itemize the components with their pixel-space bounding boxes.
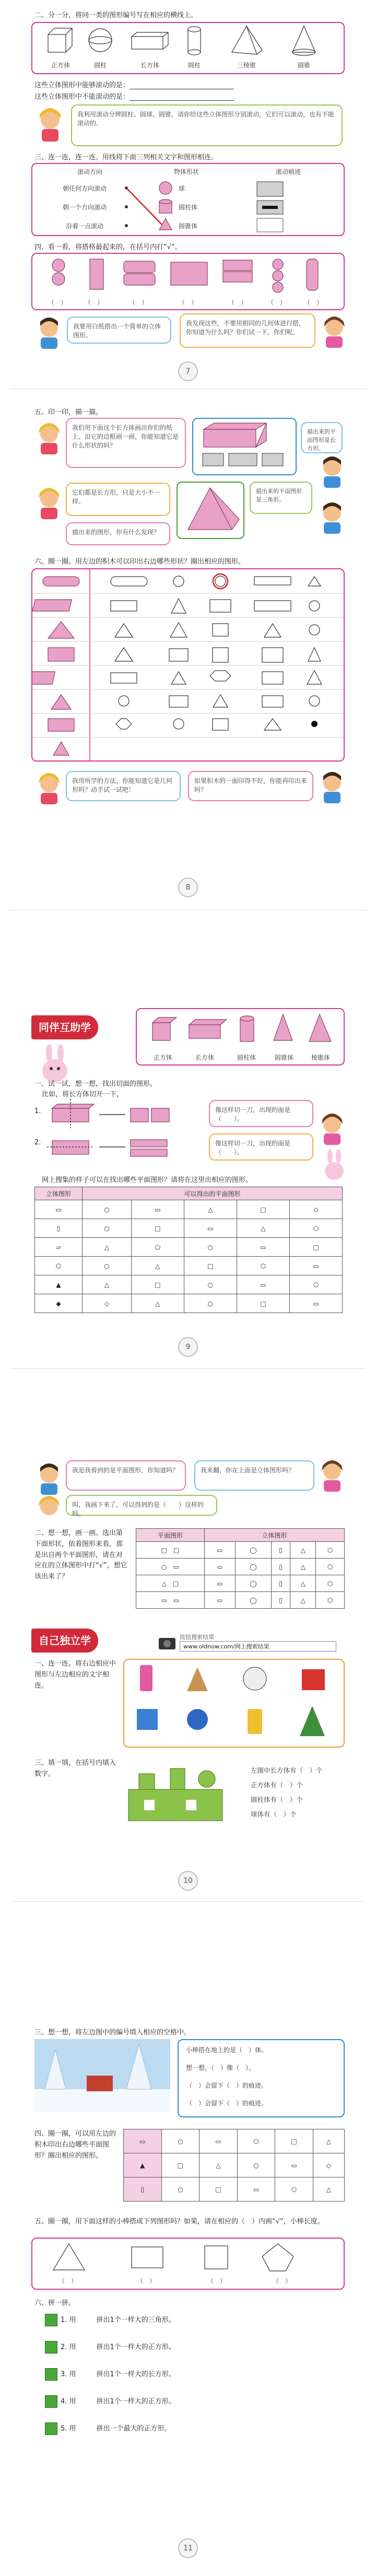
billiard-ball-icon [187, 1709, 208, 1730]
p10-q2-title: 二、想一想，画一画。选出第下面形状，依着图形来看，那是出自两个平面图形，请在对应在的立体图形中打“√”，想它该出来了？ [34, 1529, 127, 1581]
p10-q4-title: 三、填一填，在括号内填入数字。 [34, 1759, 116, 1778]
shape-label: 三棱锥 [237, 62, 256, 69]
q5-title: 五、印一印，描一描。 [34, 408, 103, 416]
table-head: 可以得出的平面图形 [83, 1187, 343, 1200]
q2-nonrollable-line [34, 91, 234, 101]
cylinder-icon [188, 27, 201, 55]
boy-avatar [318, 455, 347, 489]
cone-icon [292, 26, 315, 55]
block-castle-illustration [123, 1758, 238, 1831]
q4-stacks-svg [32, 254, 344, 296]
cube-icon [48, 28, 72, 52]
q2-hint-bubble: 我利用滚动分辨圆柱、圆球、圆锥，请你给这些立体图形分别滚动，它们可以滚动，也有不能滚动的。 [71, 104, 343, 146]
q5-prism-box [177, 482, 244, 539]
search-bar[interactable] [157, 1633, 345, 1654]
q6-bubble-right: 如果积木的一面印得不好，你能再印出来吗？ [188, 771, 313, 801]
stick-shapes-svg [32, 2239, 344, 2275]
q4-bubble-left: 我要用白纸搭出一个简单的立体图形。 [67, 317, 171, 344]
p11-q5-title: 五、圈一圈，用下面这样的小棒搭成下列图形吗？如果，请在相应的（ ）内画“√”，小棒长度。 [34, 2218, 324, 2226]
p11-q3-box [178, 2039, 345, 2117]
q1-bubble1: 像这样切一刀，出现的面是（ ）。 [209, 1100, 313, 1127]
q4-title: 四、看一看，将搭格最起来的，在括号内打“√”。 [34, 243, 182, 251]
q5-bubble1: 我们用下面这个长方体画出你们的纸上，沿它的边框画一画，你能知道它是什么形状的吗？ [66, 418, 186, 468]
cosmetic-bottle-icon [140, 1665, 152, 1691]
page-number: 7 [0, 361, 376, 381]
p10-q4-line: 正方体有（ ）个 [251, 1781, 303, 1789]
p11-q5-box [31, 2238, 345, 2290]
q1-sub: 比如，将长方体切开一下， [42, 1091, 124, 1098]
p11-q3-title: 三、想一想，将左边图中的编号填入相应的空格中。 [34, 2029, 191, 2036]
search-label: 按钮搜索结果 [180, 1634, 214, 1641]
search-url[interactable]: www.oldnow.com/网上搜索结果 [180, 1641, 336, 1652]
table-head: 立体图形 [35, 1187, 83, 1200]
shape-label: 圆柱体 [237, 1054, 256, 1061]
girl-avatar [34, 1495, 64, 1524]
peer-shapes-box [136, 1008, 345, 1065]
shape-label: 长方体 [195, 1054, 214, 1061]
p11-q3-line: （ ）会留下（ ）的痕迹。 [186, 2082, 268, 2089]
shape-label: 正方体 [153, 1054, 172, 1061]
shape-label: 圆柱 [187, 62, 201, 69]
q2-shapes-box [31, 22, 345, 74]
self-study-banner: 自己独立学 [31, 1629, 98, 1653]
shape-label: 圆锥 [297, 62, 310, 69]
camera-icon [157, 1633, 178, 1654]
pyramid-icon [232, 26, 262, 54]
peer-study-banner: 同伴互助学 [31, 1015, 98, 1039]
q1-bubble2: 像这样切一刀，出现的面是（ ）。 [209, 1133, 313, 1161]
q1-cut-diagrams [47, 1099, 204, 1162]
p11-q4-title: 四、圈一圈，可以用左边的积木印出右边哪些平面图形？圈出相应的图形。 [34, 2130, 116, 2160]
q2-title: 二、分一分，将同一类的图形编号写在相应的横线上。 [34, 11, 198, 19]
q3-title: 三、连一连，连一连。用线将下面三列相关文字和图形相连。 [34, 154, 218, 161]
shape-label: 正方体 [51, 62, 70, 69]
sphere-icon [159, 182, 172, 194]
girl-avatar [34, 772, 64, 805]
p10-q3-box [123, 1659, 345, 1748]
girl-avatar [320, 315, 349, 349]
q1-item-2: 2. [34, 1139, 41, 1146]
tent-icon [187, 1667, 208, 1691]
drink-can-icon [248, 1709, 262, 1734]
q4-stack-box [31, 253, 345, 310]
q4-answer-paren[interactable]: （ ） [267, 299, 287, 306]
q3-header: 滚动方向 [77, 168, 102, 175]
p10-bubble-left: 我是我看到的是平面图形，你知道吗？ [66, 1460, 186, 1491]
q4-answer-paren[interactable]: （ ） [304, 299, 323, 306]
q2-title: 网上搜集的样子可以在找出哪些平面图形？请将在这里出相应的图形。 [42, 1176, 253, 1184]
p11-q3-line: 小棒搭在地上的是（ ）体。 [186, 2046, 268, 2054]
p11-q6-line: 1. 用 拼出1个一样大的三角形。 [42, 2314, 175, 2326]
solid-to-plane-table: 立体图形 可以得出的平面图形 ▭ ○ ▭ △ □ ◇ ▯ ○ □ ▭ △ ⬡ ▱ △ ⬠ ○ ▭ □ ⬡ ○ △ □ ⬡ ▭ ▲ △ □ ○ ▭ ⬠ ◆ ◇ △ ○ □ ▭ [34, 1187, 343, 1313]
page-number: 10 [0, 1871, 376, 1891]
p11-q6-line: 4. 用 拼出1个一样大的正方形。 [42, 2395, 175, 2408]
q5-bubble4: 描出来的图形，你有什么发现？ [66, 522, 170, 545]
gift-box-icon [302, 1669, 325, 1690]
p10-q4-line: 左图中长方体有（ ）个 [251, 1766, 323, 1774]
q6-grid-svg [32, 569, 344, 760]
p11-q5-paren[interactable]: （ ） [273, 2277, 292, 2285]
q5-bubble5: 描出来的平面图形是三角形。 [250, 482, 312, 514]
q6-title: 六、圈一圈。用左边的积木可以印出右边哪些形状？圈出相应的图形。 [34, 558, 245, 566]
p10-bubble-right: 我来翻，你在上面是立体图形吗？ [194, 1460, 314, 1491]
p11-q6-line: 2. 用 拼出1个一样大的正方形。 [42, 2341, 175, 2353]
q3-mid-item: 球 [179, 185, 185, 192]
q5-cuboid-box [192, 418, 297, 475]
p11-q5-paren[interactable]: （ ） [58, 2277, 78, 2285]
p11-print-table: ▭ ○ ▭ ⬡ □ △ ▲ □ △ ○ ▭ ◇ ▯ ○ □ ▭ ⬡ △ [123, 2129, 345, 2202]
q2-line1: 这些立体图形中能够滚动的是： [34, 81, 130, 89]
page-number: 11 [0, 2538, 376, 2558]
q3-left-item: 朝一个方向滚动 [62, 204, 107, 211]
boy-avatar [318, 771, 347, 804]
q3-mid-item: 圆锥体 [179, 223, 198, 230]
q5-bubble3: 它们都是长方形，只是大小不一样。 [66, 483, 170, 516]
page-number: 8 [0, 877, 376, 897]
p11-q6-line: 3. 用 拼出1个一样大的长方形。 [42, 2368, 175, 2381]
q3-header: 滚动痕迹 [275, 168, 301, 175]
q2-rollable-line [34, 79, 234, 89]
prism-svg [178, 483, 243, 538]
cylinder-icon [159, 200, 172, 213]
table-head: 立体图形 [205, 1529, 345, 1542]
girl-avatar [34, 422, 64, 455]
rubik-cube-icon [137, 1709, 158, 1730]
q4-bubble-right: 我发现这些，不要用相同的几何体进行搭，你知道为什么吗？你们试一下，你们呢。 [180, 313, 315, 348]
p10-q3-title: 一、连一连。将右边相应中图形与左边相应的文字相连。 [34, 1660, 116, 1690]
sphere-icon [89, 29, 112, 52]
q4-answer-paren[interactable]: （ ） [179, 299, 198, 306]
boy-avatar [34, 317, 64, 350]
p11-q6-line: 5. 用 拼出一个最大的正方形。 [42, 2422, 171, 2435]
q4-answer-paren[interactable]: （ ） [85, 299, 104, 306]
q4-answer-paren[interactable]: （ ） [129, 299, 148, 306]
q1-item-1: 1. [34, 1107, 41, 1115]
q2-line2: 这些立体图形中不能滚动的是： [34, 93, 130, 101]
p10-bubble-mid: 叫，我画下来了，可以得到的是（ ）这样的吗。 [66, 1495, 217, 1516]
page-number: 9 [0, 1337, 376, 1357]
p10-q4-line: 球体有（ ）个 [251, 1810, 297, 1818]
christmas-tree-icon [300, 1706, 325, 1736]
plane-solid-table: 平面图形 立体图形 □ □ ▭ ◯ ▯ △ ⬡ ○ ▭ ▭ ◯ ▯ △ ⬡ △ □ ▭ ◯ ▯ △ ⬡ ▭ ▭ ▭ ◯ ▯ △ ⬡ [136, 1528, 345, 1609]
p10-q4-line: 圆柱体有（ ）个 [251, 1796, 303, 1804]
q4-answer-paren[interactable]: （ ） [228, 299, 248, 306]
q3-mid-item: 圆柱体 [179, 204, 198, 211]
peer-shapes-svg [137, 1009, 344, 1051]
snow-scene-illustration [34, 2039, 170, 2112]
q3-match-box [31, 163, 345, 236]
q3-left-item: 朝任何方向滚动 [62, 185, 107, 192]
q5-bubble2: 描出来的平面图形是长方形。 [301, 422, 343, 453]
shape-label: 长方体 [140, 62, 159, 69]
soccer-ball-icon [243, 1667, 266, 1690]
cuboid-print-svg [193, 419, 296, 474]
boy-avatar [318, 501, 347, 535]
table-head: 平面图形 [136, 1529, 205, 1542]
q6-print-box [31, 568, 345, 762]
q1-title: 一、试一试，想一想，找出切面的图形。 [34, 1080, 157, 1088]
shape-label: 圆锥体 [274, 1054, 293, 1061]
girl-avatar [318, 1113, 347, 1146]
cuboid-icon [132, 32, 168, 49]
q6-bubble-left: 我用所学的方法，你能知道它是几何形吗？动手试一试吧！ [66, 771, 181, 801]
shape-label: 圆柱 [93, 62, 107, 69]
p11-q6-title: 六、拼一拼。 [34, 2299, 76, 2307]
match-line [126, 188, 163, 226]
boy-avatar [34, 1462, 64, 1496]
p11-q3-line: 想一想，（ ）像（ ）。 [186, 2064, 255, 2071]
answer-line[interactable] [130, 81, 234, 89]
p10-items-svg [124, 1660, 344, 1747]
q3-header: 物体形状 [173, 168, 199, 175]
p11-q3-line: （ ）会留下（ ）的痕迹。 [186, 2100, 268, 2107]
q4-answer-paren[interactable]: （ ） [48, 299, 67, 306]
q3-left-item: 沿着一点滚动 [65, 223, 103, 230]
shape-label: 棱锥体 [311, 1054, 330, 1061]
answer-line[interactable] [130, 93, 234, 101]
p11-q5-paren[interactable]: （ ） [137, 2277, 156, 2285]
p11-q5-paren[interactable]: （ ） [207, 2277, 227, 2285]
girl-avatar [34, 487, 64, 520]
girl-avatar [318, 1459, 347, 1493]
girl-avatar [34, 107, 66, 144]
